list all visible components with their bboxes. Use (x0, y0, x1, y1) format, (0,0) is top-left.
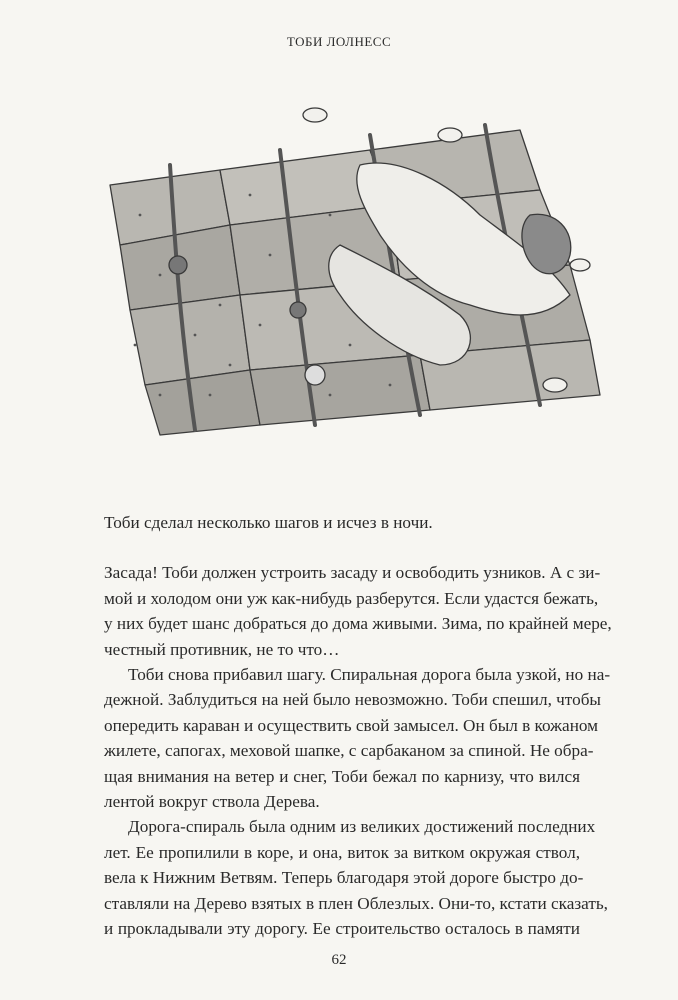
running-head: ТОБИ ЛОЛНЕСС (286, 34, 392, 49)
text-line: лентой вокруг ствола Дерева. (104, 792, 320, 812)
text-line: лет. Ее пропилили в коре, и она, виток за витком окружая ствол, (104, 842, 580, 862)
text-line: у них будет шанс добраться до дома живыми. Зима, по крайней мере, (104, 614, 612, 634)
page-number: 62 (331, 952, 347, 968)
text-line: Дорога-спираль была одним из великих достижений последних (128, 817, 596, 837)
text-line: дежной. Заблудиться на ней было невозможно. Тоби спешил, чтобы (104, 690, 601, 710)
text-line: и прокладывали эту дорогу. Ее строительство осталось в памяти (104, 919, 580, 939)
text-line: опередить караван и осуществить свой замысел. Он был в кожаном (104, 715, 599, 735)
text-line: жилете, сапогах, меховой шапке, с сарбаканом за спиной. Не обра- (104, 741, 594, 761)
text-line: Тоби снова прибавил шагу. Спиральная дорога была узкой, но на- (128, 665, 611, 685)
paragraph (104, 510, 580, 535)
text-line: ставляли на Дерево взятых в плен Облезлых. Они-то, кстати сказать, (104, 893, 608, 913)
text-line: Засада! Тоби должен устроить засаду и освободить узников. А с зи- (104, 563, 601, 583)
paragraph (104, 814, 608, 941)
text-line: Тоби сделал несколько шагов и исчез в ночи. (104, 513, 433, 532)
text-line: щая внимания на ветер и снег, Тоби бежал по карнизу, что вился (104, 766, 580, 786)
body-text (104, 510, 612, 942)
text-line: честный противник, не то что… (104, 639, 340, 659)
paragraph (104, 560, 612, 662)
text-line: мой и холодом они уж как-нибудь разберутся. Если удастся бежать, (104, 588, 599, 608)
text-line: вела к Нижним Ветвям. Теперь благодаря этой дороге быстро до- (104, 868, 584, 888)
paragraph (104, 662, 611, 814)
ink-illustration (100, 95, 610, 440)
